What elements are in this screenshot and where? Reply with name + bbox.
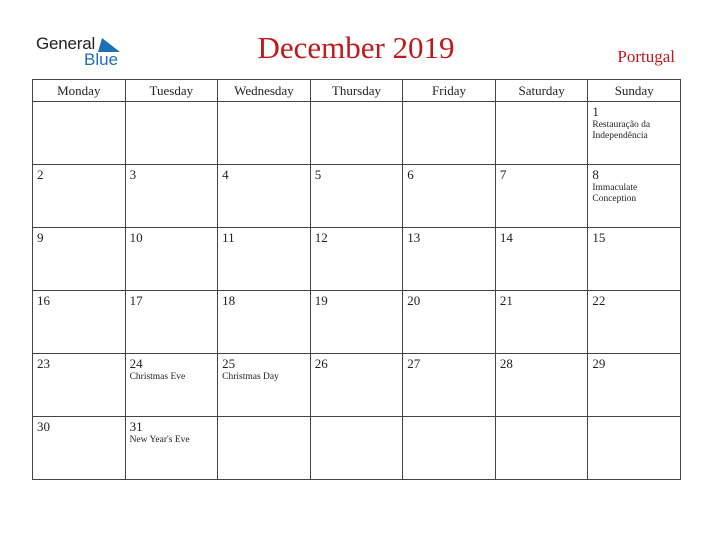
day-cell — [310, 228, 403, 291]
day-cell — [125, 417, 218, 480]
day-number: 20 — [407, 293, 421, 308]
day-number: 23 — [37, 356, 50, 371]
day-number: 2 — [37, 167, 44, 182]
day-number: 17 — [129, 293, 143, 308]
holiday-label: Christmas Eve — [129, 372, 186, 382]
holiday-label: Christmas Day — [222, 372, 279, 382]
week-row — [33, 291, 681, 354]
holiday-label: New Year's Eve — [129, 435, 190, 445]
day-cell — [495, 354, 588, 417]
day-number: 12 — [314, 230, 328, 245]
week-row — [33, 354, 681, 417]
day-cell — [218, 417, 311, 480]
day-number: 15 — [592, 230, 606, 245]
day-number: 19 — [314, 293, 328, 308]
day-cell — [125, 165, 218, 228]
day-cell — [588, 165, 681, 228]
day-cell — [218, 165, 311, 228]
day-number: 26 — [314, 356, 328, 371]
weekday-header: Friday — [403, 80, 496, 102]
day-number: 18 — [222, 293, 236, 308]
day-cell — [588, 417, 681, 480]
weekday-header: Tuesday — [125, 80, 218, 102]
day-cell — [403, 417, 496, 480]
day-number: 5 — [314, 167, 322, 182]
weekday-header: Wednesday — [218, 80, 311, 102]
day-number: 21 — [499, 293, 513, 308]
day-number: 16 — [37, 293, 50, 308]
day-cell — [588, 354, 681, 417]
day-cell — [588, 102, 681, 165]
day-number: 6 — [407, 167, 414, 182]
day-cell — [495, 417, 588, 480]
day-cell — [33, 228, 126, 291]
day-cell — [218, 228, 311, 291]
day-cell — [310, 102, 403, 165]
day-number: 13 — [407, 230, 421, 245]
country-label: Portugal — [617, 47, 675, 66]
day-cell — [218, 354, 311, 417]
day-cell — [125, 102, 218, 165]
day-number: 27 — [407, 356, 421, 371]
day-cell — [125, 228, 218, 291]
day-cell — [33, 102, 126, 165]
week-row — [33, 417, 681, 480]
logo-text-blue: Blue — [84, 50, 119, 69]
logo-text-general: General — [36, 34, 96, 53]
day-cell — [33, 165, 126, 228]
day-number: 29 — [592, 356, 606, 371]
day-number: 4 — [222, 167, 229, 182]
day-number: 22 — [592, 293, 606, 308]
day-number: 8 — [592, 167, 599, 182]
day-cell — [310, 354, 403, 417]
weekday-header: Thursday — [310, 80, 403, 102]
day-cell — [495, 291, 588, 354]
day-cell — [33, 291, 126, 354]
calendar-title: December 2019 — [257, 30, 455, 65]
calendar-grid — [32, 79, 681, 480]
day-cell — [588, 228, 681, 291]
holiday-label: Immaculate Conception — [592, 183, 638, 204]
day-cell — [310, 417, 403, 480]
day-cell — [495, 165, 588, 228]
day-cell — [125, 291, 218, 354]
day-number: 11 — [222, 230, 235, 245]
day-cell — [588, 291, 681, 354]
day-number: 7 — [499, 167, 507, 182]
day-cell — [403, 354, 496, 417]
day-number: 31 — [129, 419, 143, 434]
week-row — [33, 102, 681, 165]
day-cell — [495, 228, 588, 291]
day-number: 9 — [37, 230, 44, 245]
day-number: 3 — [129, 167, 137, 182]
week-row — [33, 228, 681, 291]
day-cell — [33, 417, 126, 480]
day-cell — [125, 354, 218, 417]
day-cell — [403, 291, 496, 354]
day-cell — [310, 291, 403, 354]
day-cell — [33, 354, 126, 417]
weekday-header: Sunday — [588, 80, 681, 102]
day-cell — [495, 102, 588, 165]
day-number: 10 — [129, 230, 143, 245]
weekday-header: Saturday — [495, 80, 588, 102]
day-number: 14 — [499, 230, 513, 245]
day-number: 25 — [222, 356, 236, 371]
holiday-label: Restauração da Independência — [592, 120, 651, 141]
weekday-header-row — [33, 80, 681, 102]
week-row — [33, 165, 681, 228]
day-cell — [218, 291, 311, 354]
weekday-header: Monday — [33, 80, 126, 102]
day-number: 1 — [592, 104, 599, 119]
day-number: 24 — [129, 356, 143, 371]
day-number: 30 — [37, 419, 50, 434]
day-cell — [310, 165, 403, 228]
day-cell — [403, 165, 496, 228]
day-cell — [403, 102, 496, 165]
day-number: 28 — [499, 356, 513, 371]
day-cell — [403, 228, 496, 291]
day-cell — [218, 102, 311, 165]
